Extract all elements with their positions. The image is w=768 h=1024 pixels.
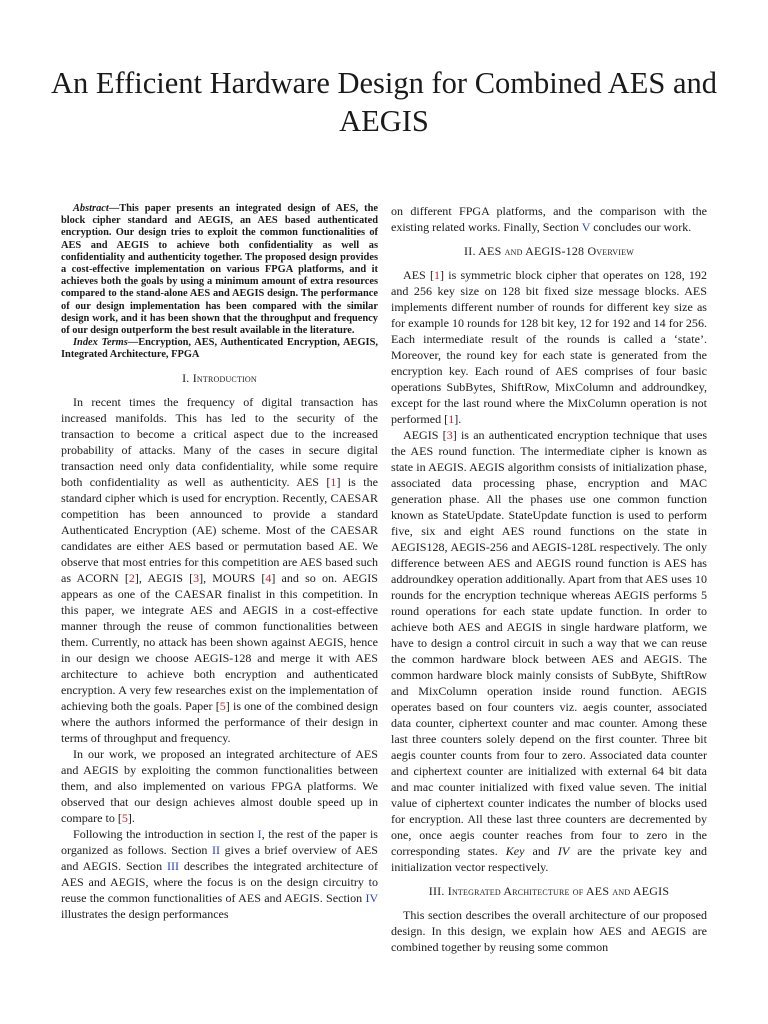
intro-paragraph-2: In our work, we proposed an integrated architecture of AES and AEGIS by exploiting the common functionalities between them, and also implemented on various FPGA platforms. We observed that our design achieves almost double speed up in compare to [5]. <box>61 746 378 825</box>
section-heading-introduction: I. Introduction <box>182 370 257 385</box>
section-link[interactable]: IV <box>365 890 378 905</box>
section-heading-architecture: III. Integrated Architecture of AES and AEGIS <box>428 884 670 898</box>
section-link[interactable]: I <box>257 826 262 841</box>
index-terms <box>61 337 378 361</box>
architecture-paragraph: This section describes the overall architecture of our proposed design. In this design, we explain how AES and AEGIS are combined together by reusing some common <box>391 908 707 954</box>
citation-link[interactable]: 2 <box>128 570 135 585</box>
iv-term: IV <box>557 844 570 858</box>
aes-paragraph: AES [1] is symmetric block cipher that operates on 128, 192 and 256 key size on 128 bit fixed size message blocks. AES implements different number of rounds for different key size as for example 10 rounds for 128 bit key, 12 for 192 and 14 for 256. Each intermediate result of the rounds is called a ‘state’. Moreover, the round key for each state is generated from the encryption key. Each round of AES comprises of four basic operations SubBytes, ShiftRow, MixColumn and addroundkey, except for the last round where the MixColumn operation is not performed [1]. <box>391 268 707 426</box>
section-link[interactable]: V <box>581 220 591 234</box>
right-column <box>391 203 707 955</box>
intro-paragraph-1: In recent times the frequency of digital transaction has increased manifolds. This has led to the security of the transaction to become a critical aspect due to the increased probability of attacks. Many of the cases in secure digital transaction need only data confidentiality, while some require both confidentiality as well as authenticity. AES [1] is the standard cipher which is used for encryption. Recently, CAESAR competition has been announced to provide a standard Authenticated Encryption (AE) scheme. Most of the CAESAR candidates are either AES based or permutation based AE. We observe that most entries for this competition are AES based such as ACORN [2], AEGIS [3], MOURS [4] and so on. AEGIS appears as one of the CAESAR finalist in this competition. In this paper, we integrate AES and AEGIS in a cost-effective manner through the reuse of common functionalities between them. Currently, no attack has been shown against AEGIS, hence in our design we choose AEGIS-128 and merge it with AES architecture to achieve both encryption and authenticated encryption. A very few researches exist on the implementation of achieving both the goals. Paper [5] is one of the combined design where the authors informed the performance of their design in terms of throughput and frequency. <box>61 394 379 745</box>
citation-link[interactable]: 1 <box>330 474 337 489</box>
intro-paragraph-3: Following the introduction in section I, the rest of the paper is organized as follows. Section II gives a brief overview of AES and AEGIS. Section III describes the integrated architecture of AES and AEGIS, where the focus is on the design circuitry to reuse the common functionalities of AES and AEGIS. Section IV illustrates the design performances <box>61 826 378 921</box>
citation-link[interactable]: 5 <box>121 810 128 825</box>
paper-title: An Efficient Hardware Design for Combined AES and AEGIS <box>50 66 718 138</box>
aegis-paragraph: AEGIS [3] is an authenticated encryption technique that uses the AES round function. The intermediate cipher is known as state in AEGIS. AEGIS algorithm consists of initialization phase, associated data processing phase, encryption and MAC generation phase. All the phases use one common function known as StateUpdate. StateUpdate function is used to perform five, six and eight AES round functions on the state in AEGIS128, AEGIS-256 and AEGIS-128L respectively. The only difference between AES and AEGIS round function is AES has addroundkey operation additionally. Apart from that AES uses 10 rounds for the encryption technique whereas AEGIS performs 5 round operations for each state update function. In order to achieve both AES and AEGIS in single hardware platform, we have to design a control circuit in such a way that we can reuse the common hardware block between AES and AEGIS. The common hardware block mainly consists of SubByte, ShiftRow and MixColumn operation inside round function. AEGIS operates based on four counters viz. aegis counter, associated data counter, ciphertext counter and mac counter. Among these last three counters solely depend on the first counter. Three bit aegis counter counts from four to zero. Associated data counter and ciphertext counter are initialized with external 64 bit data and mac counter initialized with fixed value seven. The initial value of ciphertext counter indicates the number of blocks used for encryption. All these last three counters are decremented by one, once aegis counter reaches from four to zero in the corresponding states. Key and IV are the private key and initialization vector respectively. <box>391 428 708 874</box>
section-heading-overview: II. AES and AEGIS-128 Overview <box>464 244 634 258</box>
index-terms-text: —Encryption, AES, Authenticated Encryption, AEGIS, Integrated Architecture, FPGA <box>61 337 378 361</box>
section-link[interactable]: II <box>211 842 220 857</box>
abstract-lead: Abstract <box>73 203 109 214</box>
section-link[interactable]: III <box>166 858 180 873</box>
index-terms-lead: Index Terms <box>73 337 128 349</box>
intro-paragraph-3-continued: on different FPGA platforms, and the comparison with the existing related works. Finally, Section V concludes our work. <box>391 204 707 234</box>
abstract-text: —This paper presents an integrated design of AES, the block cipher standard and AEGIS, an AES based authenticated encryption. Our design tries to exploit the common functionalities of AES and AEGIS to achieve both confidentiality as well as confidentiality and authenticity together. The proposed design provides a cost-effective implementation on various FPGA platforms, and it achieves both the goals by using a minimum amount of extra resources compared to the stand-alone AES and AEGIS design. The performance of our design implementation has been compared with the similar design work, and it has been shown that the throughput and frequency of our design outperform the best result available in the literature. <box>61 203 378 337</box>
citation-link[interactable]: 4 <box>265 570 272 585</box>
citation-link[interactable]: 1 <box>448 412 455 426</box>
abstract <box>61 203 378 337</box>
citation-link[interactable]: 3 <box>446 428 453 442</box>
citation-link[interactable]: 5 <box>219 698 226 713</box>
citation-link[interactable]: 3 <box>193 570 200 585</box>
left-column <box>61 203 378 922</box>
key-term: Key <box>505 844 525 858</box>
citation-link[interactable]: 1 <box>433 268 441 282</box>
